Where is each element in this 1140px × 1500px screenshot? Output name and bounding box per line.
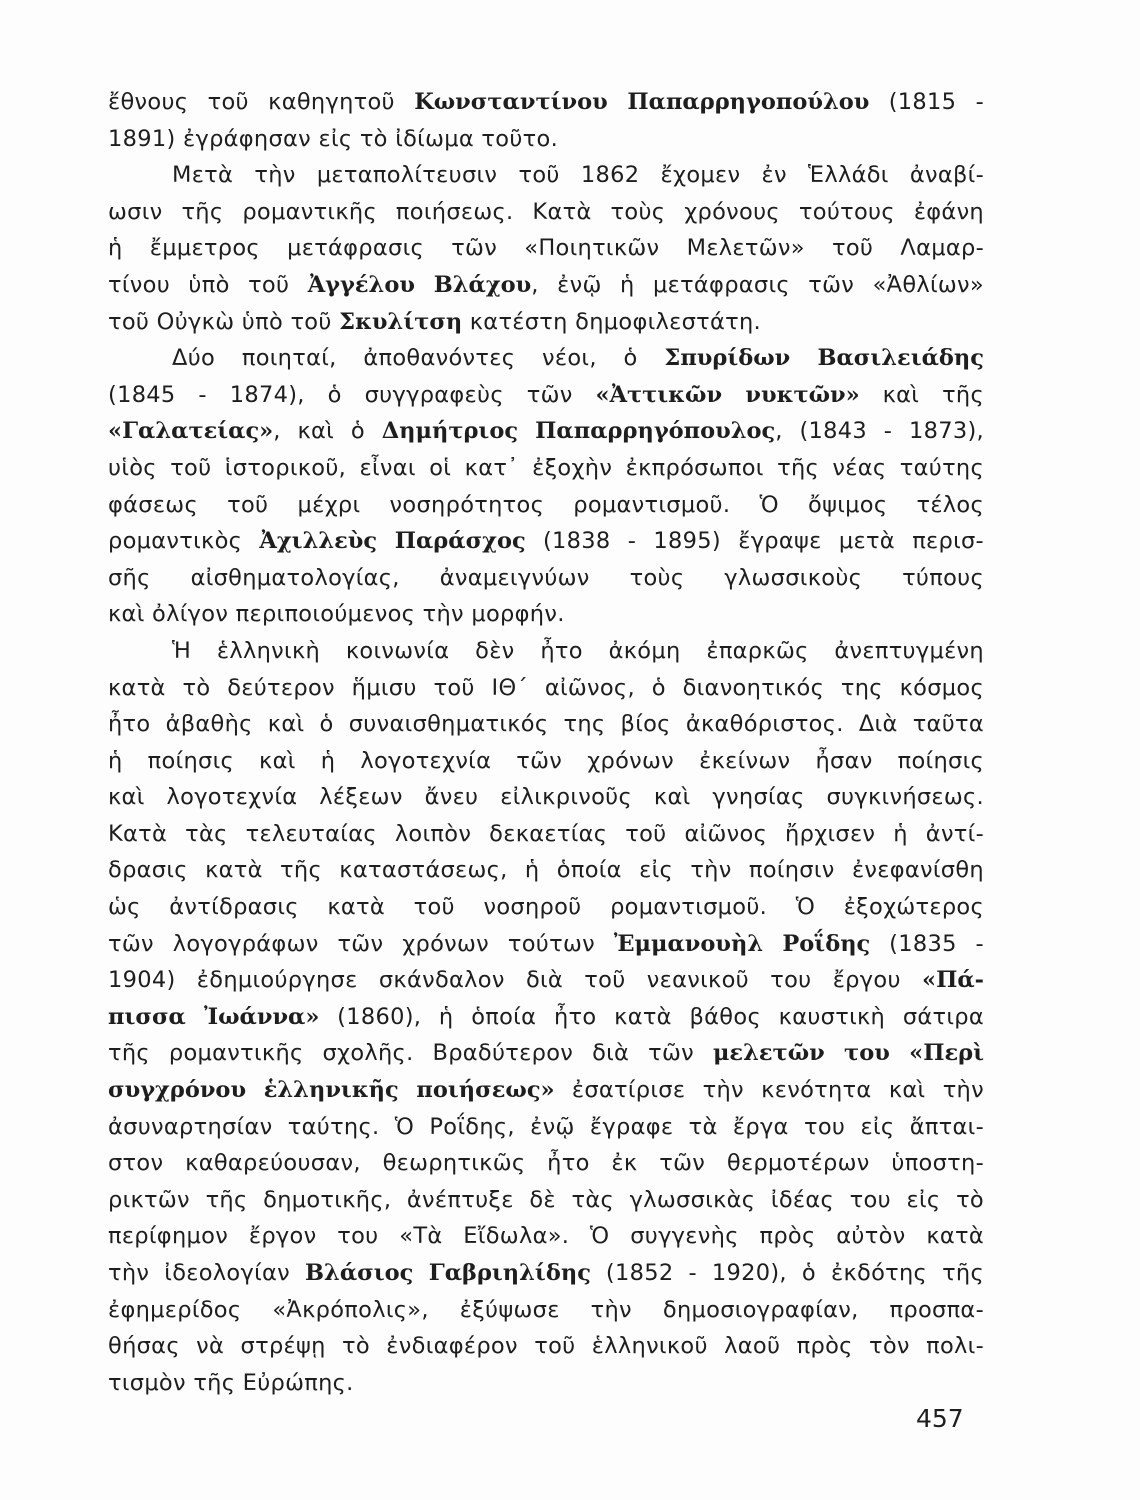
text-line	[108, 889, 984, 926]
text-run: Μετὰ τὴν μεταπολίτευσιν τοῦ 1862 ἔχομεν ἐν Ἑλλάδι ἀναβί-	[172, 162, 984, 189]
bold-name: «Ἀττικῶν νυκτῶν»	[595, 381, 860, 408]
text-run: ἐσατίρισε τὴν κενότητα καὶ τὴν	[554, 1077, 984, 1104]
text-run: (1835 -	[870, 930, 984, 957]
text-line	[108, 267, 984, 304]
bold-name: Ἐμμανουὴλ Ροΐδης	[613, 930, 871, 957]
text-run: (1815 -	[869, 89, 984, 115]
text-run: φάσεως τοῦ μέχρι νοσηρότητος ρομαντισμοῦ. Ὁ ὄψιμος τέλος	[108, 491, 984, 518]
text-line	[108, 1035, 984, 1072]
text-line	[108, 779, 984, 816]
text-run: 1904) ἐδημιούργησε σκάνδαλον διὰ τοῦ νεανικοῦ του ἔργου	[108, 967, 923, 994]
text-run: τισμὸν τῆς Εὐρώπης.	[108, 1369, 354, 1396]
text-line	[108, 84, 984, 121]
text-run: καὶ λογοτεχνία λέξεων ἄνευ εἰλικρινοῦς καὶ γνησίας συγκινήσεως.	[108, 784, 984, 811]
text-run: ὡς ἀντίδρασις κατὰ τοῦ νοσηροῦ ρομαντισμοῦ. Ὁ ἐξοχώτερος	[108, 894, 984, 921]
text-run: θήσας νὰ στρέψῃ τὸ ἐνδιαφέρον τοῦ ἑλληνικοῦ λαοῦ πρὸς τὸν πολι-	[108, 1333, 984, 1360]
bold-name: συγχρόνου ἑλληνικῆς ποιήσεως»	[108, 1077, 555, 1104]
text-line	[108, 523, 984, 560]
text-line	[108, 304, 984, 341]
text-run: ρομαντικὸς	[108, 528, 260, 555]
text-run: , ἐνῷ ἡ μετάφρασις τῶν «Ἀθλίων»	[531, 271, 984, 298]
text-line	[108, 1182, 984, 1219]
text-run: , καὶ ὁ	[273, 418, 382, 445]
text-line	[108, 706, 984, 743]
bold-name: μελετῶν του «Περὶ	[712, 1040, 984, 1067]
bold-name: πισσα Ἰωάννα»	[108, 1003, 320, 1030]
text-line	[108, 194, 984, 231]
text-line	[108, 743, 984, 780]
text-line	[108, 487, 984, 524]
bold-name: Δημήτριος Παπαρρηγόπουλος	[381, 418, 776, 445]
text-run: σῆς αἰσθηματολογίας, ἀναμειγνύων τοὺς γλωσσικοὺς τύπους	[108, 564, 984, 591]
text-run: στον καθαρεύουσαν, θεωρητικῶς ἦτο ἐκ τῶν θερμοτέρων ὑποστη-	[108, 1150, 984, 1177]
paragraph	[108, 157, 984, 340]
text-run: ἀσυναρτησίαν ταύτης. Ὁ Ροΐδης, ἐνῷ ἔγραφε τὰ ἔργα του εἰς ἄπται-	[108, 1113, 984, 1140]
text-run: Κατὰ τὰς τελευταίας λοιπὸν δεκαετίας τοῦ αἰῶνος ἤρχισεν ἡ ἀντί-	[108, 820, 984, 847]
paragraph	[108, 84, 984, 157]
text-line	[108, 926, 984, 963]
text-line	[108, 633, 984, 670]
bold-name: «Πά-	[922, 967, 984, 994]
text-line	[108, 1255, 984, 1292]
text-line	[108, 450, 984, 487]
text-line	[108, 340, 984, 377]
text-run: τῶν λογογράφων τῶν χρόνων τούτων	[108, 930, 614, 957]
text-run: υἱὸς τοῦ ἱστορικοῦ, εἶναι οἱ κατ᾿ ἐξοχὴν ἐκπρόσωποι τῆς νέας ταύτης	[108, 454, 984, 481]
body-text	[108, 84, 984, 1401]
text-line	[108, 1109, 984, 1146]
text-line	[108, 1292, 984, 1329]
text-line	[108, 596, 984, 633]
text-run: ἐφημερίδος «Ἀκρόπολις», ἐξύψωσε τὴν δημοσιογραφίαν, προσπα-	[108, 1296, 984, 1323]
text-line	[108, 670, 984, 707]
text-run: Δύο ποιηταί, ἀποθανόντες νέοι, ὁ	[172, 345, 665, 372]
text-run: τοῦ Οὐγκὼ ὑπὸ τοῦ	[108, 308, 340, 335]
text-run: ἦτο ἀβαθὴς καὶ ὁ συναισθηματικός της βίος ἀκαθόριστος. Διὰ ταῦτα	[108, 711, 984, 738]
text-run: (1845 - 1874), ὁ συγγραφεὺς τῶν	[108, 381, 596, 408]
text-line	[108, 1145, 984, 1182]
text-run: κατὰ τὸ δεύτερον ἥμισυ τοῦ ΙΘ΄ αἰῶνος, ὁ διανοητικός της κόσμος	[108, 674, 984, 701]
text-line	[108, 413, 984, 450]
paragraph	[108, 340, 984, 633]
text-line	[108, 852, 984, 889]
text-run: (1852 - 1920), ὁ ἐκδότης τῆς	[590, 1260, 984, 1286]
text-run: τίνου ὑπὸ τοῦ	[108, 271, 308, 298]
text-line	[108, 962, 984, 999]
text-line	[108, 377, 984, 414]
text-run: τὴν ἰδεολογίαν	[108, 1260, 306, 1286]
text-line	[108, 1328, 984, 1365]
text-run: ωσιν τῆς ρομαντικῆς ποιήσεως. Κατὰ τοὺς χρόνους τούτους ἐφάνη	[108, 198, 984, 225]
text-run: Ἡ ἑλληνικὴ κοινωνία δὲν ἦτο ἀκόμη ἐπαρκῶς ἀνεπτυγμένη	[172, 637, 984, 664]
text-run: ἡ ἔμμετρος μετάφρασις τῶν «Ποιητικῶν Μελετῶν» τοῦ Λαμαρ-	[108, 235, 984, 262]
text-run: δρασις κατὰ τῆς καταστάσεως, ἡ ὁποία εἰς τὴν ποίησιν ἐνεφανίσθη	[108, 857, 984, 884]
bold-name: Κωνσταντίνου Παπαρρηγοπούλου	[414, 89, 870, 115]
text-line	[108, 816, 984, 853]
text-run: περίφημον ἔργον του «Τὰ Εἴδωλα». Ὁ συγγενὴς πρὸς αὐτὸν κατὰ	[108, 1223, 984, 1250]
text-run: (1860), ἡ ὁποία ἦτο κατὰ βάθος καυστικὴ σάτιρα	[319, 1003, 984, 1030]
text-run: καὶ τῆς	[859, 381, 984, 408]
text-run: ἔθνους τοῦ καθηγητοῦ	[108, 89, 415, 115]
bold-name: Ἀγγέλου Βλάχου	[307, 271, 532, 298]
text-line	[108, 230, 984, 267]
text-run: 1891) ἐγράφησαν εἰς τὸ ἰδίωμα τοῦτο.	[108, 125, 559, 152]
text-run: καὶ ὀλίγον περιποιούμενος τὴν μορφήν.	[108, 601, 565, 628]
text-line	[108, 1218, 984, 1255]
bold-name: Σπυρίδων Βασιλειάδης	[664, 345, 984, 372]
bold-name: Βλάσιος Γαβριηλίδης	[305, 1260, 591, 1286]
text-line	[108, 121, 984, 158]
paragraph	[108, 633, 984, 1401]
page-number: 457	[916, 1404, 964, 1433]
text-run: κατέστη δημοφιλεστάτη.	[462, 308, 762, 335]
bold-name: Σκυλίτση	[339, 308, 463, 335]
text-run: ἡ ποίησις καὶ ἡ λογοτεχνία τῶν χρόνων ἐκείνων ἦσαν ποίησις	[108, 747, 984, 774]
text-run: τῆς ρομαντικῆς σχολῆς. Βραδύτερον διὰ τῶν	[108, 1040, 713, 1067]
text-run: ρικτῶν τῆς δημοτικῆς, ἀνέπτυξε δὲ τὰς γλωσσικὰς ἰδέας του εἰς τὸ	[108, 1186, 984, 1213]
text-line	[108, 157, 984, 194]
text-run: (1838 - 1895) ἔγραψε μετὰ περισ-	[525, 528, 984, 555]
text-run: , (1843 - 1873),	[775, 418, 984, 445]
text-line	[108, 560, 984, 597]
text-line	[108, 999, 984, 1036]
bold-name: Ἀχιλλεὺς Παράσχος	[259, 528, 526, 555]
text-line	[108, 1365, 984, 1402]
text-line	[108, 1072, 984, 1109]
bold-name: «Γαλατείας»	[108, 418, 274, 445]
